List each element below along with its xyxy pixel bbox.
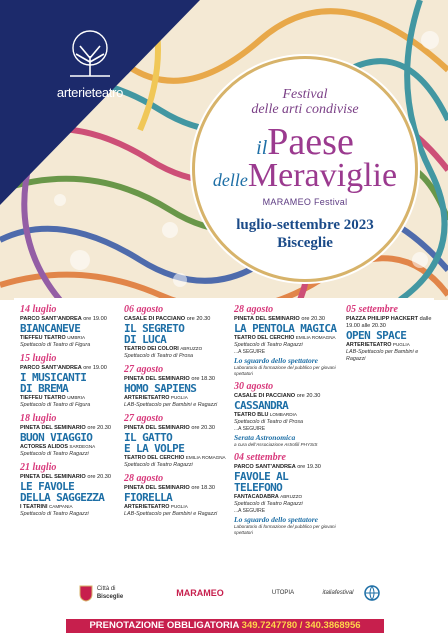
title-word-paese: Paese [267, 121, 354, 163]
event-title: DI BREMA [20, 382, 69, 395]
event-item [234, 452, 338, 536]
event-region: SARDEGNA [69, 444, 96, 449]
program-column-1 [20, 304, 118, 522]
event-time: ore 20.30 [191, 425, 215, 431]
event-company-line [234, 411, 338, 419]
event-genre: Spettacolo di Teatro Ragazzi [124, 462, 193, 468]
event-item [346, 304, 434, 363]
title-subtitle: MARAMEO Festival [262, 197, 348, 207]
event-item [234, 304, 338, 377]
event-time: ore 20.30 [296, 393, 321, 399]
event-region: EMILIA ROMAGNA [295, 335, 336, 340]
event-title: OPEN SPACE [346, 329, 407, 342]
event-date: 18 luglio [20, 413, 57, 424]
event-venue: PARCO SANT'ANDREA [20, 365, 82, 371]
festival-period: luglio-settembre 2023 [236, 217, 374, 233]
event-time: ore 19.00 [83, 365, 107, 371]
event-title: BUON VIAGGIO [20, 431, 93, 444]
event-company-line [234, 334, 338, 342]
city-sponsor [66, 582, 136, 604]
event-time: ore 20.30 [301, 316, 325, 322]
event-venue-line [346, 316, 434, 330]
event-venue: PARCO SANT'ANDREA [234, 464, 296, 470]
event-company: FANTACADABRA [234, 494, 279, 500]
event-company-line [346, 341, 434, 349]
event-region: UMBRIA [67, 395, 86, 400]
event-company: ARTERIETEATRO [124, 395, 170, 401]
event-venue: PINETA DEL SEMINARIO [20, 474, 86, 480]
event-region: LOMBARDIA [269, 412, 297, 417]
event-company: I TEATRINI [20, 504, 48, 510]
event-time: ore 19.00 [83, 316, 107, 322]
event-genre: LAB-Spettacolo per Bambini e Ragazzi [346, 349, 419, 362]
event-item [234, 381, 338, 448]
event-company-line [20, 394, 118, 402]
arterieteatro-logo [40, 28, 140, 100]
festival-line-1: Festival [282, 87, 328, 102]
event-genre: LAB-Spettacolo per Bambini e Ragazzi [124, 511, 218, 517]
event-item [20, 304, 118, 349]
event-title: DI LUCA [124, 333, 167, 346]
event-region: PUGLIA [170, 395, 188, 400]
event-date: 06 agosto [124, 304, 164, 315]
program-section [14, 298, 434, 566]
event-date: 15 luglio [20, 353, 57, 364]
event-venue: PINETA DEL SEMINARIO [124, 376, 190, 382]
event-venue: PINETA DEL SEMINARIO [234, 316, 300, 322]
event-date: 27 agosto [124, 413, 164, 424]
festival-city: Bisceglie [277, 235, 333, 251]
event-time: dalle 19.00 alle 20.30 [346, 316, 432, 329]
event-item [124, 473, 228, 518]
event-follow-up: ...A SEGUIRE [234, 508, 266, 514]
event-item [20, 353, 118, 409]
logo-name: arterieteatro [56, 85, 124, 100]
event-date: 27 agosto [124, 364, 164, 375]
event-venue: PINETA DEL SEMINARIO [124, 485, 190, 491]
event-title: IL SEGRETO [124, 322, 185, 335]
event-company-line [124, 503, 228, 511]
event-title: IL GATTO [124, 431, 173, 444]
event-title: BIANCANEVE [20, 322, 81, 335]
event-venue: PIAZZA PHILIPP HACKERT [346, 316, 419, 322]
event-region: PUGLIA [392, 342, 410, 347]
title-article: il [256, 137, 268, 159]
program-column-2 [124, 304, 228, 522]
event-region: EMILIA ROMAGNA [185, 455, 226, 460]
booking-label: PRENOTAZIONE OBBLIGATORIA [89, 620, 240, 631]
event-date: 04 settembre [234, 452, 286, 463]
event-extra-title: Lo sguardo dello spettatore [234, 515, 318, 524]
event-venue: PINETA DEL SEMINARIO [124, 425, 190, 431]
utopia-sponsor: UTOPIA [271, 590, 295, 596]
event-company-line [124, 345, 228, 353]
event-item [124, 413, 228, 469]
event-title: LA PENTOLA MAGICA [234, 322, 337, 335]
event-company: TEATRO BLU [234, 412, 269, 418]
event-company: ARTERIETEATRO [124, 504, 170, 510]
event-company-line [20, 334, 118, 342]
event-date: 21 luglio [20, 462, 57, 473]
event-genre: LAB-Spettacolo per Bambini e Ragazzi [124, 402, 218, 408]
event-item [124, 364, 228, 409]
event-title: HOMO SAPIENS [124, 382, 197, 395]
event-region: PUGLIA [170, 504, 188, 509]
event-extra-title: Serata Astronomica [234, 433, 296, 442]
event-date: 28 agosto [234, 304, 274, 315]
program-column-4 [346, 304, 434, 367]
event-company-line [124, 454, 228, 462]
event-company: TEATRO DEL CERCHIO [234, 335, 295, 341]
event-extra-note: Laboratorio di formazione del pubblico per giovani spettatori [234, 524, 336, 535]
event-company-line [20, 443, 118, 451]
event-company: ARTERIETEATRO [346, 342, 392, 348]
event-genre: Spettacolo di Teatro di Figura [20, 402, 91, 408]
event-genre: Spettacolo di Teatro di Prosa [234, 419, 304, 425]
event-company: TIEFFEU TEATRO [20, 335, 66, 341]
festival-line-2: delle arti condivise [251, 102, 359, 117]
event-time: ore 19.30 [297, 464, 321, 470]
event-company-line [234, 493, 338, 501]
program-column-3 [234, 304, 338, 540]
event-date: 14 luglio [20, 304, 57, 315]
booking-banner [66, 619, 384, 633]
event-genre: Spettacolo di Teatro di Figura [20, 342, 91, 348]
event-region: ABRUZZO [180, 346, 203, 351]
event-item [20, 462, 118, 518]
event-company-line [20, 503, 118, 511]
event-follow-up: ...A SEGUIRE [234, 426, 266, 432]
event-venue: CASALE DI PACCIANO [124, 316, 186, 322]
event-item [124, 304, 228, 360]
event-company: ACTORES ALIDOS [20, 444, 68, 450]
event-venue: PARCO SANT'ANDREA [20, 316, 82, 322]
event-venue: PINETA DEL SEMINARIO [20, 425, 86, 431]
title-preposition: delle [212, 170, 248, 190]
title-medallion [192, 56, 418, 282]
event-title: FAVOLE AL TELEFONO [234, 470, 289, 494]
event-time: ore 20.30 [87, 425, 111, 431]
event-region: ABRUZZO [280, 494, 303, 499]
city-sponsor-line-1: Città di [96, 586, 116, 592]
event-extra-note: Laboratorio di formazione del pubblico per giovani spettatori [234, 365, 336, 376]
globe-logo-icon [364, 585, 380, 601]
title-word-meraviglie: Meraviglie [247, 157, 398, 194]
event-company: TEATRO DEI COLORI [124, 346, 179, 352]
booking-phones: 349.7247780 / 340.3868956 [241, 620, 361, 631]
event-venue: CASALE DI PACCIANO [234, 393, 296, 399]
event-genre: Spettacolo di Teatro di Prosa [124, 353, 194, 359]
event-date: 05 settembre [346, 304, 398, 315]
event-time: ore 20.30 [87, 474, 111, 480]
city-sponsor-line-2: Bisceglie [96, 594, 124, 600]
event-time: ore 20.30 [186, 316, 211, 322]
event-genre: Spettacolo di Teatro Ragazzi [20, 451, 89, 457]
event-date: 28 agosto [124, 473, 164, 484]
event-region: CAMPANIA [48, 504, 73, 509]
regional-logo [362, 582, 382, 604]
event-time: ore 18.30 [191, 485, 215, 491]
event-genre: Spettacolo di Teatro Ragazzi [20, 511, 89, 517]
coat-of-arms-icon [79, 584, 93, 602]
event-company-line [124, 394, 228, 402]
marameo-sponsor: MARAMEO [176, 588, 224, 598]
event-title: DELLA SAGGEZZA [20, 491, 105, 504]
event-item [20, 413, 118, 458]
event-company: TIEFFEU TEATRO [20, 395, 66, 401]
tree-icon [60, 28, 120, 78]
event-title: I MUSICANTI [20, 371, 87, 384]
event-title: FIORELLA [124, 491, 173, 504]
event-region: UMBRIA [67, 335, 86, 340]
event-title: CASSANDRA [234, 399, 289, 412]
festival-heading [195, 87, 415, 117]
event-title: LE FAVOLE [20, 480, 75, 493]
italiafestival-sponsor: italiafestival [322, 590, 354, 596]
event-follow-up: ...A SEGUIRE [234, 349, 266, 355]
event-date: 30 agosto [234, 381, 274, 392]
event-title: E LA VOLPE [124, 442, 185, 455]
title-line-2 [195, 159, 415, 197]
event-company: TEATRO DEL CERCHIO [124, 455, 185, 461]
event-genre: Spettacolo di Teatro Ragazzi [234, 342, 303, 348]
event-extra-note: a cura dell'Associazione Astrofili PHYSIS [234, 442, 318, 447]
event-extra-title: Lo sguardo dello spettatore [234, 356, 318, 365]
event-time: ore 18.30 [191, 376, 215, 382]
event-genre: Spettacolo di Teatro Ragazzi [234, 501, 303, 507]
